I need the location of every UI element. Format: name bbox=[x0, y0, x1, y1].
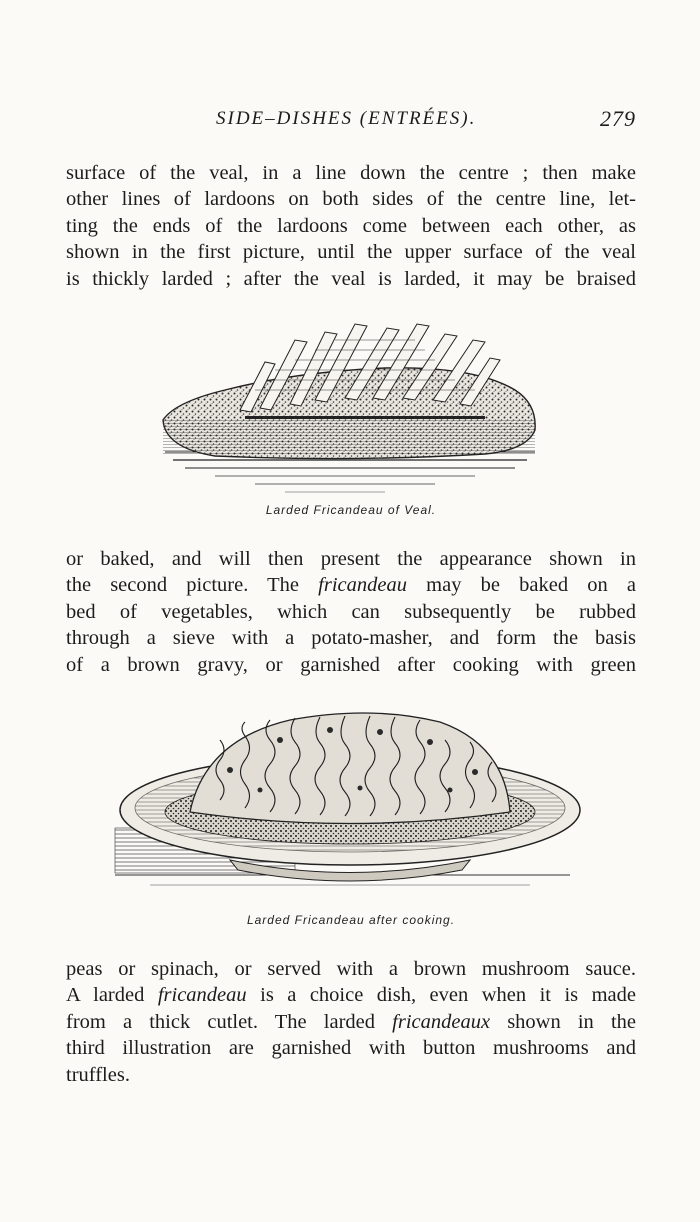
text-line: surface of the veal, in a line down the centre ; then make bbox=[66, 162, 636, 184]
text-line: bed of vegetables, which can subsequently be rubbed bbox=[66, 600, 636, 623]
text-line: or baked, and will then present the appearance shown in bbox=[66, 548, 636, 570]
text-line: other lines of lardoons on both sides of the centre line, let- bbox=[66, 188, 636, 211]
text-line: third illustration are garnished with button mushrooms and bbox=[66, 1037, 636, 1060]
larded-fricandeau-illustration bbox=[155, 320, 545, 500]
paragraph-1 bbox=[66, 160, 636, 292]
figure-1-caption: Larded Fricandeau of Veal. bbox=[265, 503, 437, 517]
text-line: from a thick cutlet. The larded fricandeaux shown in the bbox=[66, 1010, 636, 1033]
paragraph-2 bbox=[66, 546, 636, 678]
running-head: SIDE–DISHES (ENTRÉES). bbox=[216, 108, 477, 129]
text-line: of a brown gravy, or garnished after cooking with green bbox=[66, 653, 636, 676]
text-line: A larded fricandeau is a choice dish, even when it is made bbox=[66, 984, 636, 1007]
text-line: truffles. bbox=[66, 1063, 130, 1086]
text-line: is thickly larded ; after the veal is larded, it may be braised bbox=[66, 267, 636, 290]
page-header bbox=[66, 108, 636, 138]
page-number: 279 bbox=[600, 106, 636, 131]
text-line: peas or spinach, or served with a brown mushroom sauce. bbox=[66, 958, 636, 980]
text-line: shown in the first picture, until the upper surface of the veal bbox=[66, 241, 636, 264]
figure-2-caption: Larded Fricandeau after cooking. bbox=[246, 913, 456, 927]
cooked-fricandeau-on-dish-illustration bbox=[110, 700, 590, 900]
text-line: ting the ends of the lardoons come between each other, as bbox=[66, 214, 636, 237]
text-line: the second picture. The fricandeau may be baked on a bbox=[66, 574, 636, 597]
paragraph-3 bbox=[66, 956, 636, 1088]
text-line: through a sieve with a potato-masher, and form the basis bbox=[66, 627, 636, 650]
